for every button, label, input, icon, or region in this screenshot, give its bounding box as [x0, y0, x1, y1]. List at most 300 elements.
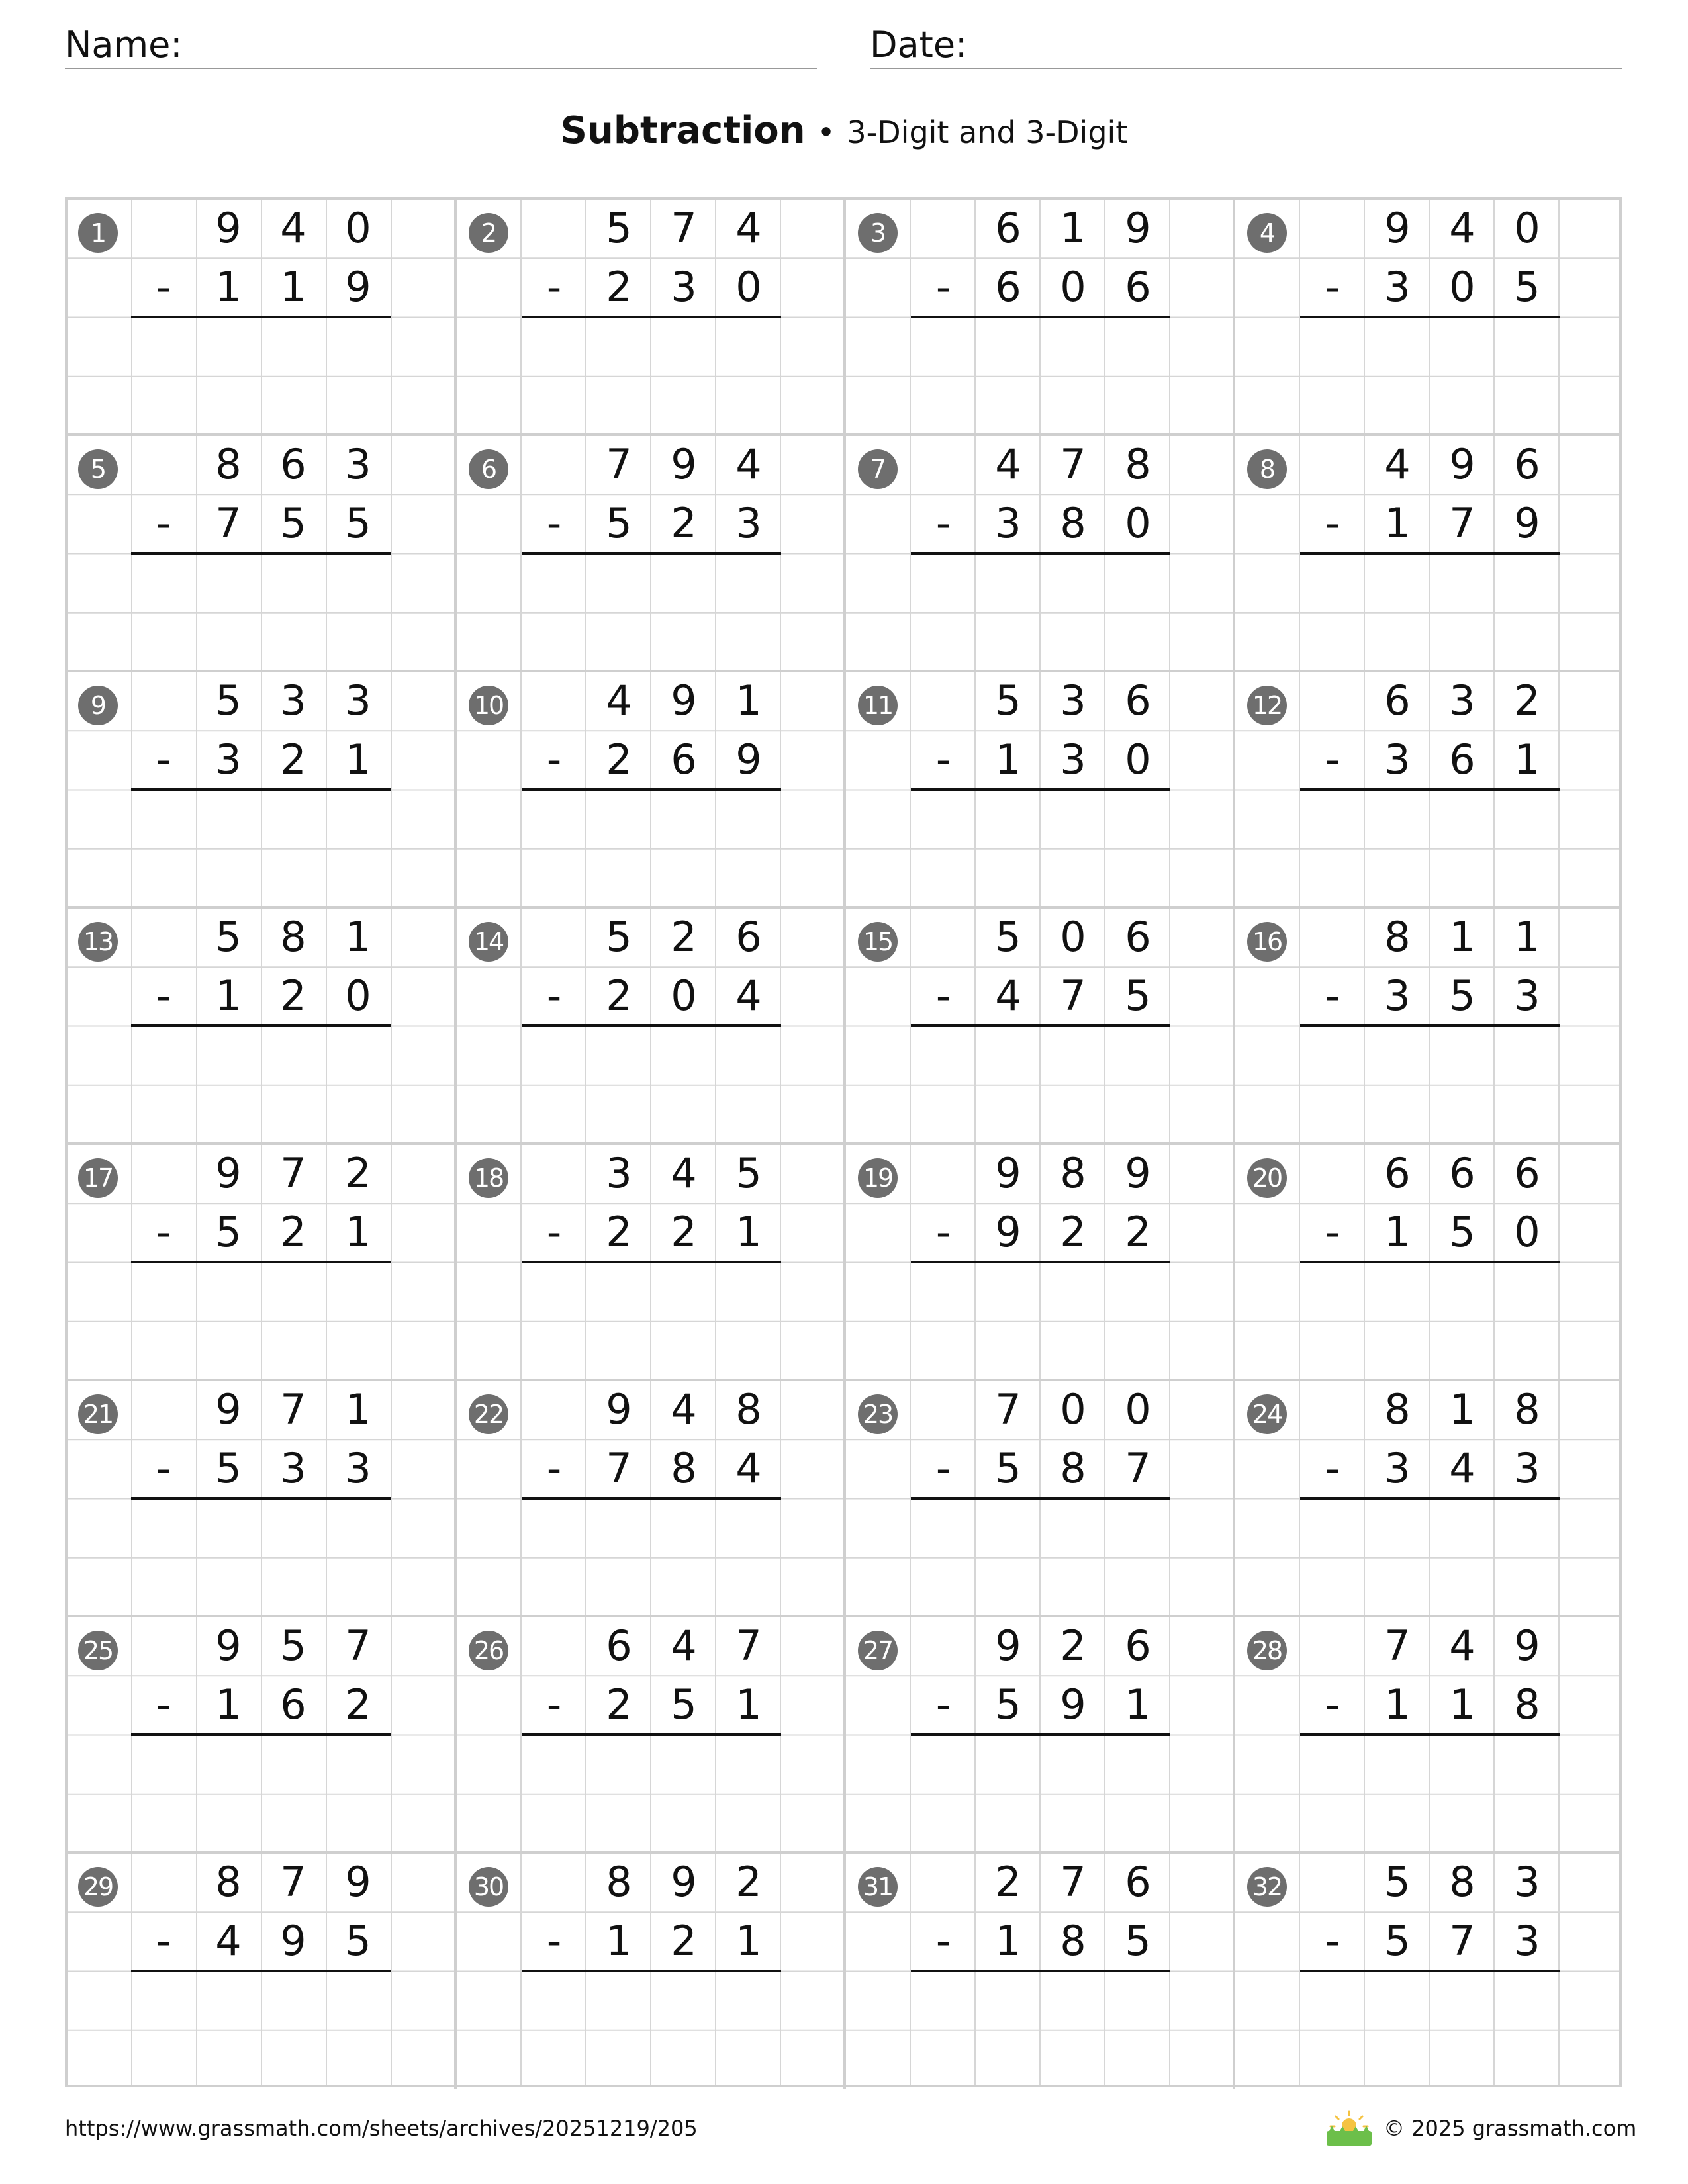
answer-area[interactable] [522, 1026, 781, 1139]
subtrahend-digit: 6 [1449, 735, 1476, 784]
subtrahend-digit: 2 [280, 735, 306, 784]
subtrahend-digit: 5 [1514, 263, 1540, 312]
minuend-digit: 5 [735, 1149, 762, 1197]
minuend-digit: 1 [1060, 204, 1086, 252]
minus-sign: - [156, 263, 171, 312]
answer-area[interactable] [522, 554, 781, 666]
minuend-digit: 7 [345, 1621, 371, 1670]
subtrahend-digit: 0 [1514, 1208, 1540, 1257]
minuend-digit: 2 [995, 1858, 1021, 1906]
problem-4 [1233, 199, 1622, 435]
problem-number-badge: 5 [78, 449, 118, 489]
minuend-digit: 0 [1060, 913, 1086, 961]
minus-sign: - [546, 735, 562, 784]
answer-area[interactable] [911, 318, 1170, 430]
subtrahend-digit: 1 [735, 1208, 762, 1257]
subtrahend-digit: 3 [215, 735, 242, 784]
problem-26 [454, 1616, 843, 1852]
minus-sign: - [546, 263, 562, 312]
minuend-digit: 6 [1125, 1858, 1151, 1906]
minus-sign: - [1325, 972, 1340, 1021]
subtrahend-digit: 5 [345, 499, 371, 548]
minuend-digit: 7 [606, 440, 632, 488]
subtrahend-digit: 1 [995, 735, 1021, 784]
subtrahend-digit: 1 [215, 972, 242, 1021]
minuend-digit: 5 [606, 204, 632, 252]
minuend-digit: 6 [280, 440, 306, 488]
answer-area[interactable] [911, 1735, 1170, 1848]
subtrahend-digit: 6 [995, 263, 1021, 312]
minuend-digit: 8 [215, 440, 242, 488]
minus-sign: - [935, 735, 951, 784]
problem-number-badge: 7 [858, 449, 898, 489]
minuend-digit: 1 [1449, 913, 1476, 961]
subtrahend-digit: 3 [671, 263, 697, 312]
problem-number-badge: 21 [78, 1394, 118, 1434]
subtrahend-digit: 2 [1125, 1208, 1151, 1257]
problem-20 [1233, 1144, 1622, 1380]
subtrahend-digit: 3 [1384, 263, 1411, 312]
name-line[interactable] [65, 68, 817, 69]
answer-area[interactable] [1300, 1026, 1560, 1139]
minuend-digit: 2 [1514, 676, 1540, 725]
subtrahend-digit: 5 [215, 1444, 242, 1493]
answer-area[interactable] [131, 1499, 391, 1612]
problem-22 [454, 1380, 843, 1616]
minuend-digit: 8 [606, 1858, 632, 1906]
answer-area[interactable] [131, 1263, 391, 1375]
minuend-digit: 9 [215, 1385, 242, 1433]
minuend-digit: 7 [1060, 440, 1086, 488]
problem-number-badge: 31 [858, 1867, 898, 1907]
subtrahend-digit: 3 [345, 1444, 371, 1493]
subtrahend-digit: 9 [1060, 1680, 1086, 1729]
subtrahend-digit: 5 [671, 1680, 697, 1729]
subtrahend-digit: 5 [995, 1444, 1021, 1493]
minuend-digit: 3 [345, 676, 371, 725]
minuend-digit: 9 [215, 1149, 242, 1197]
problem-31 [843, 1852, 1233, 2089]
minus-sign: - [546, 1444, 562, 1493]
date-label: Date: [870, 24, 968, 66]
minuend-digit: 4 [735, 204, 762, 252]
minuend-digit: 5 [1384, 1858, 1411, 1906]
minuend-digit: 7 [280, 1149, 306, 1197]
minuend-digit: 9 [671, 676, 697, 725]
minuend-digit: 8 [1125, 440, 1151, 488]
minuend-digit: 0 [1125, 1385, 1151, 1433]
minus-sign: - [156, 1917, 171, 1966]
subtrahend-digit: 3 [1514, 1444, 1540, 1493]
minuend-digit: 9 [1125, 1149, 1151, 1197]
minuend-digit: 9 [1384, 204, 1411, 252]
subtrahend-digit: 3 [1060, 735, 1086, 784]
problem-number-badge: 29 [78, 1867, 118, 1907]
problem-5 [66, 435, 455, 671]
minuend-digit: 3 [606, 1149, 632, 1197]
answer-area[interactable] [131, 1735, 391, 1848]
minuend-digit: 6 [735, 913, 762, 961]
minuend-digit: 9 [1125, 204, 1151, 252]
answer-area[interactable] [522, 1263, 781, 1375]
worksheet-title [0, 105, 1688, 159]
minus-sign: - [935, 1444, 951, 1493]
title-main: Subtraction [560, 109, 806, 152]
answer-area[interactable] [911, 790, 1170, 903]
answer-area[interactable] [522, 318, 781, 430]
subtrahend-digit: 3 [1514, 972, 1540, 1021]
problem-24 [1233, 1380, 1622, 1616]
problem-number-badge: 2 [469, 213, 508, 253]
minuend-digit: 9 [1514, 1621, 1540, 1670]
answer-area[interactable] [131, 1026, 391, 1139]
minuend-digit: 5 [995, 676, 1021, 725]
subtrahend-digit: 1 [345, 1208, 371, 1257]
answer-area[interactable] [911, 1263, 1170, 1375]
subtrahend-digit: 1 [1384, 1208, 1411, 1257]
answer-area[interactable] [522, 1972, 781, 2084]
problem-17 [66, 1144, 455, 1380]
subtrahend-digit: 2 [606, 1208, 632, 1257]
subtrahend-digit: 1 [1514, 735, 1540, 784]
subtrahend-digit: 0 [735, 263, 762, 312]
problem-number-badge: 1 [78, 213, 118, 253]
minuend-digit: 8 [1060, 1149, 1086, 1197]
date-line[interactable] [870, 68, 1622, 69]
minuend-digit: 6 [606, 1621, 632, 1670]
minus-sign: - [1325, 499, 1340, 548]
problem-number-badge: 24 [1247, 1394, 1287, 1434]
subtrahend-digit: 5 [1449, 1208, 1476, 1257]
minus-sign: - [935, 1680, 951, 1729]
subtrahend-digit: 3 [1384, 1444, 1411, 1493]
subtrahend-digit: 1 [1125, 1680, 1151, 1729]
problem-number-badge: 9 [78, 686, 118, 725]
answer-area[interactable] [522, 1735, 781, 1848]
minuend-digit: 3 [280, 676, 306, 725]
problem-number-badge: 12 [1247, 686, 1287, 725]
answer-area[interactable] [522, 790, 781, 903]
minuend-digit: 7 [1060, 1858, 1086, 1906]
minuend-digit: 4 [671, 1149, 697, 1197]
minuend-digit: 2 [671, 913, 697, 961]
answer-area[interactable] [1300, 1499, 1560, 1612]
minuend-digit: 1 [1449, 1385, 1476, 1433]
problem-number-badge: 28 [1247, 1631, 1287, 1670]
subtrahend-digit: 6 [280, 1680, 306, 1729]
minuend-digit: 0 [345, 204, 371, 252]
problem-number-badge: 20 [1247, 1158, 1287, 1198]
minuend-digit: 9 [671, 1858, 697, 1906]
minus-sign: - [546, 499, 562, 548]
minuend-digit: 4 [1449, 204, 1476, 252]
subtrahend-digit: 7 [215, 499, 242, 548]
minuend-digit: 1 [735, 676, 762, 725]
minuend-digit: 7 [735, 1621, 762, 1670]
minuend-digit: 8 [280, 913, 306, 961]
problem-8 [1233, 435, 1622, 671]
subtrahend-digit: 5 [345, 1917, 371, 1966]
minuend-digit: 7 [280, 1858, 306, 1906]
subtrahend-digit: 8 [1060, 1444, 1086, 1493]
minuend-digit: 1 [1514, 913, 1540, 961]
minuend-digit: 7 [995, 1385, 1021, 1433]
subtrahend-digit: 0 [345, 972, 371, 1021]
problem-10 [454, 671, 843, 907]
minuend-digit: 7 [671, 204, 697, 252]
subtrahend-digit: 0 [1449, 263, 1476, 312]
minuend-digit: 9 [215, 204, 242, 252]
minuend-digit: 9 [995, 1149, 1021, 1197]
subtrahend-digit: 3 [1514, 1917, 1540, 1966]
subtrahend-digit: 1 [1449, 1680, 1476, 1729]
minuend-digit: 6 [1449, 1149, 1476, 1197]
subtrahend-digit: 1 [215, 263, 242, 312]
subtrahend-digit: 5 [215, 1208, 242, 1257]
problem-number-badge: 32 [1247, 1867, 1287, 1907]
minuend-digit: 4 [995, 440, 1021, 488]
subtrahend-digit: 0 [1060, 263, 1086, 312]
subtrahend-digit: 9 [995, 1208, 1021, 1257]
subtrahend-digit: 2 [345, 1680, 371, 1729]
minus-sign: - [546, 1680, 562, 1729]
problem-number-badge: 23 [858, 1394, 898, 1434]
minus-sign: - [935, 972, 951, 1021]
answer-area[interactable] [1300, 1735, 1560, 1848]
minuend-digit: 4 [1384, 440, 1411, 488]
subtrahend-digit: 1 [735, 1917, 762, 1966]
subtrahend-digit: 4 [735, 1444, 762, 1493]
subtrahend-digit: 7 [1125, 1444, 1151, 1493]
minuend-digit: 0 [1514, 204, 1540, 252]
minuend-digit: 6 [1514, 440, 1540, 488]
subtrahend-digit: 2 [606, 263, 632, 312]
subtrahend-digit: 0 [1125, 735, 1151, 784]
problem-21 [66, 1380, 455, 1616]
minuend-digit: 4 [671, 1385, 697, 1433]
problem-number-badge: 11 [858, 686, 898, 725]
subtrahend-digit: 1 [280, 263, 306, 312]
problem-number-badge: 30 [469, 1867, 508, 1907]
answer-area[interactable] [911, 554, 1170, 666]
subtrahend-digit: 5 [1125, 1917, 1151, 1966]
subtrahend-digit: 2 [606, 735, 632, 784]
problem-number-badge: 18 [469, 1158, 508, 1198]
minuend-digit: 7 [280, 1385, 306, 1433]
answer-area[interactable] [131, 318, 391, 430]
minus-sign: - [935, 1917, 951, 1966]
minuend-digit: 5 [215, 913, 242, 961]
subtrahend-digit: 6 [671, 735, 697, 784]
minuend-digit: 4 [735, 440, 762, 488]
subtrahend-digit: 3 [995, 499, 1021, 548]
minuend-digit: 9 [1449, 440, 1476, 488]
minuend-digit: 4 [1449, 1621, 1476, 1670]
subtrahend-digit: 3 [735, 499, 762, 548]
minus-sign: - [1325, 735, 1340, 784]
problem-number-badge: 15 [858, 922, 898, 962]
subtrahend-digit: 1 [606, 1917, 632, 1966]
answer-area[interactable] [131, 790, 391, 903]
problem-9 [66, 671, 455, 907]
problem-1 [66, 199, 455, 435]
minuend-digit: 4 [606, 676, 632, 725]
minuend-digit: 2 [345, 1149, 371, 1197]
subtrahend-digit: 5 [606, 499, 632, 548]
minuend-digit: 4 [671, 1621, 697, 1670]
minuend-digit: 8 [1514, 1385, 1540, 1433]
minuend-digit: 6 [1514, 1149, 1540, 1197]
answer-area[interactable] [911, 1499, 1170, 1612]
minuend-digit: 8 [735, 1385, 762, 1433]
footer-copyright: © 2025 grassmath.com [1383, 2116, 1637, 2141]
answer-area[interactable] [131, 554, 391, 666]
subtrahend-digit: 0 [671, 972, 697, 1021]
answer-area[interactable] [1300, 318, 1560, 430]
problem-number-badge: 17 [78, 1158, 118, 1198]
subtrahend-digit: 9 [345, 263, 371, 312]
subtrahend-digit: 2 [671, 499, 697, 548]
problem-grid [65, 197, 1622, 2087]
problem-7 [843, 435, 1233, 671]
problem-11 [843, 671, 1233, 907]
problem-number-badge: 19 [858, 1158, 898, 1198]
answer-area[interactable] [1300, 554, 1560, 666]
subtrahend-digit: 7 [1060, 972, 1086, 1021]
minus-sign: - [546, 1917, 562, 1966]
subtrahend-digit: 5 [995, 1680, 1021, 1729]
answer-area[interactable] [911, 1026, 1170, 1139]
subtrahend-digit: 2 [1060, 1208, 1086, 1257]
problem-29 [66, 1852, 455, 2089]
minuend-digit: 6 [995, 204, 1021, 252]
subtrahend-digit: 4 [995, 972, 1021, 1021]
subtrahend-digit: 9 [735, 735, 762, 784]
subtrahend-digit: 3 [280, 1444, 306, 1493]
minuend-digit: 6 [1125, 1621, 1151, 1670]
answer-area[interactable] [911, 1972, 1170, 2084]
minus-sign: - [935, 1208, 951, 1257]
minuend-digit: 8 [215, 1858, 242, 1906]
minus-sign: - [156, 499, 171, 548]
problem-3 [843, 199, 1233, 435]
minus-sign: - [156, 1444, 171, 1493]
subtrahend-digit: 9 [280, 1917, 306, 1966]
problem-number-badge: 6 [469, 449, 508, 489]
title-bullet: • [817, 114, 835, 150]
minuend-digit: 1 [345, 913, 371, 961]
problem-23 [843, 1380, 1233, 1616]
subtrahend-digit: 5 [280, 499, 306, 548]
minus-sign: - [935, 499, 951, 548]
subtrahend-digit: 1 [995, 1917, 1021, 1966]
problem-30 [454, 1852, 843, 2089]
subtrahend-digit: 8 [1060, 499, 1086, 548]
minus-sign: - [1325, 263, 1340, 312]
subtrahend-digit: 2 [606, 972, 632, 1021]
subtrahend-digit: 4 [215, 1917, 242, 1966]
sun-over-grass-icon [1325, 2109, 1373, 2147]
minuend-digit: 5 [606, 913, 632, 961]
subtrahend-digit: 2 [606, 1680, 632, 1729]
problem-number-badge: 27 [858, 1631, 898, 1670]
minus-sign: - [1325, 1208, 1340, 1257]
problem-18 [454, 1144, 843, 1380]
minus-sign: - [935, 263, 951, 312]
subtrahend-digit: 7 [1449, 499, 1476, 548]
answer-area[interactable] [1300, 1263, 1560, 1375]
minuend-digit: 0 [1060, 1385, 1086, 1433]
minuend-digit: 6 [1125, 676, 1151, 725]
minuend-digit: 3 [1060, 676, 1086, 725]
answer-area[interactable] [1300, 1972, 1560, 2084]
subtrahend-digit: 0 [1125, 499, 1151, 548]
subtrahend-digit: 4 [1449, 1444, 1476, 1493]
problem-number-badge: 10 [469, 686, 508, 725]
problem-14 [454, 907, 843, 1144]
minus-sign: - [1325, 1444, 1340, 1493]
minuend-digit: 8 [1449, 1858, 1476, 1906]
minuend-digit: 7 [1384, 1621, 1411, 1670]
minus-sign: - [156, 1208, 171, 1257]
problem-19 [843, 1144, 1233, 1380]
minuend-digit: 9 [606, 1385, 632, 1433]
problem-number-badge: 14 [469, 922, 508, 962]
subtrahend-digit: 3 [1384, 735, 1411, 784]
problem-27 [843, 1616, 1233, 1852]
minus-sign: - [156, 1680, 171, 1729]
minus-sign: - [156, 735, 171, 784]
subtrahend-digit: 1 [215, 1680, 242, 1729]
problem-2 [454, 199, 843, 435]
answer-area[interactable] [131, 1972, 391, 2084]
minuend-digit: 3 [345, 440, 371, 488]
subtrahend-digit: 9 [1514, 499, 1540, 548]
minuend-digit: 8 [1384, 913, 1411, 961]
answer-area[interactable] [522, 1499, 781, 1612]
problem-16 [1233, 907, 1622, 1144]
subtrahend-digit: 5 [1384, 1917, 1411, 1966]
subtrahend-digit: 4 [735, 972, 762, 1021]
problem-25 [66, 1616, 455, 1852]
problem-number-badge: 25 [78, 1631, 118, 1670]
answer-area[interactable] [1300, 790, 1560, 903]
minus-sign: - [1325, 1917, 1340, 1966]
subtrahend-digit: 7 [1449, 1917, 1476, 1966]
subtrahend-digit: 1 [1384, 1680, 1411, 1729]
problem-number-badge: 26 [469, 1631, 508, 1670]
subtrahend-digit: 1 [1384, 499, 1411, 548]
minuend-digit: 6 [1125, 913, 1151, 961]
minuend-digit: 9 [345, 1858, 371, 1906]
minuend-digit: 1 [345, 1385, 371, 1433]
problem-15 [843, 907, 1233, 1144]
minus-sign: - [1325, 1680, 1340, 1729]
subtrahend-digit: 7 [606, 1444, 632, 1493]
subtrahend-digit: 8 [1514, 1680, 1540, 1729]
minuend-digit: 8 [1384, 1385, 1411, 1433]
problem-number-badge: 13 [78, 922, 118, 962]
problem-number-badge: 4 [1247, 213, 1287, 253]
problem-28 [1233, 1616, 1622, 1852]
minuend-digit: 9 [215, 1621, 242, 1670]
minuend-digit: 5 [215, 676, 242, 725]
subtrahend-digit: 8 [671, 1444, 697, 1493]
name-label: Name: [65, 24, 183, 66]
minus-sign: - [546, 1208, 562, 1257]
footer-url: https://www.grassmath.com/sheets/archives/20251219/205 [65, 2116, 698, 2141]
problem-6 [454, 435, 843, 671]
